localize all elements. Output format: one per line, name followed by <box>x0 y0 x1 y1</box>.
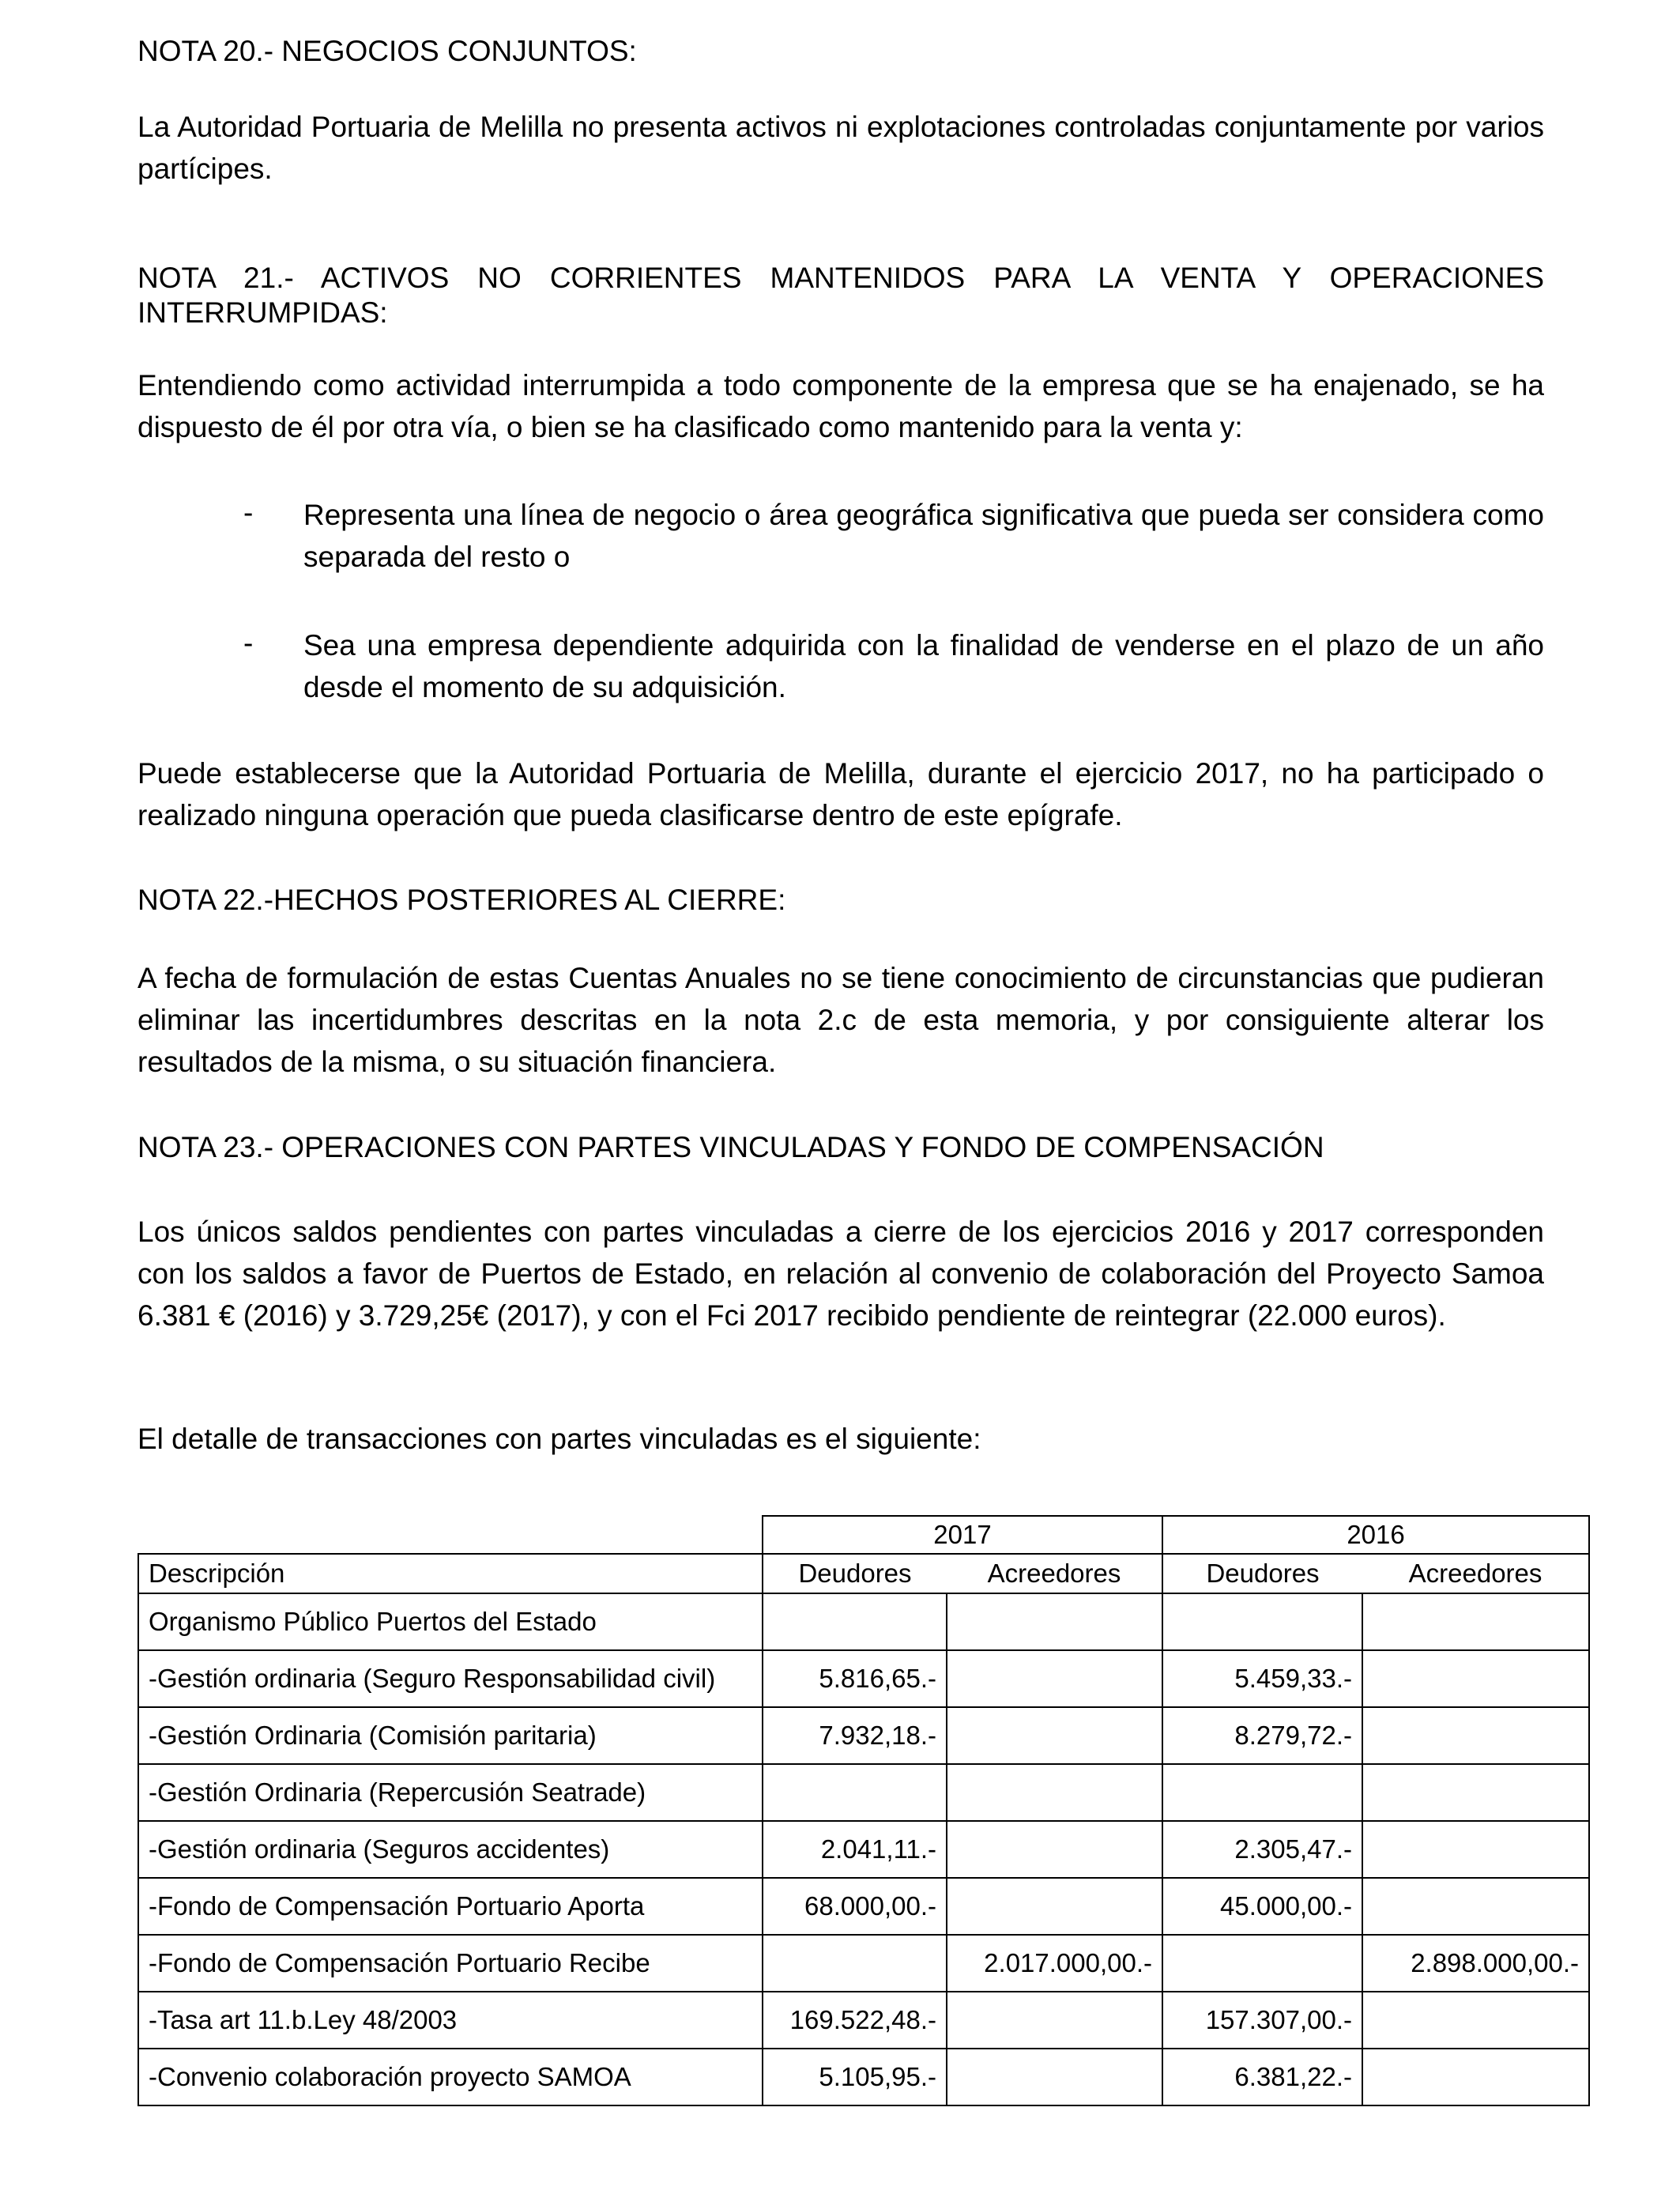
deudores-2017-cell <box>763 1764 947 1821</box>
acreedores-2016-cell <box>1362 1821 1589 1878</box>
table-row <box>138 1707 1589 1764</box>
nota-20-body: La Autoridad Portuaria de Melilla no presenta activos ni explotaciones controladas conjuntamente por varios partícipes. <box>137 111 1544 185</box>
year-2016-header: 2016 <box>1162 1516 1589 1554</box>
acreedores-2017-cell <box>947 1593 1162 1650</box>
deudores-2016-cell: 157.307,00.- <box>1162 1992 1362 2049</box>
acreedores-2016-cell <box>1362 1764 1589 1821</box>
deudores-2016-header: Deudores <box>1162 1554 1362 1593</box>
deudores-2017-cell: 68.000,00.- <box>763 1878 947 1935</box>
table-row <box>138 1650 1589 1707</box>
deudores-2016-cell: 45.000,00.- <box>1162 1878 1362 1935</box>
row-description: -Fondo de Compensación Portuario Aporta <box>138 1878 763 1935</box>
nota-22-body: A fecha de formulación de estas Cuentas Anuales no se tiene conocimiento de circunstancias que pudieran eliminar las incertidumbres descritas en la nota 2.c de esta memoria, y por consiguiente alterar los resultados de la misma, o su situación financiera. <box>137 962 1544 1078</box>
deudores-2016-cell: 8.279,72.- <box>1162 1707 1362 1764</box>
related-parties-table <box>137 1515 1590 2106</box>
deudores-2016-cell: 2.305,47.- <box>1162 1821 1362 1878</box>
column-header-row <box>138 1554 1589 1593</box>
table-row <box>138 1821 1589 1878</box>
acreedores-2017-cell <box>947 1992 1162 2049</box>
row-description: -Gestión ordinaria (Seguro Responsabilidad civil) <box>138 1650 763 1707</box>
table-intro: El detalle de transacciones con partes vinculadas es el siguiente: <box>137 1423 981 1455</box>
deudores-2017-cell: 5.105,95.- <box>763 2049 947 2105</box>
row-description: -Convenio colaboración proyecto SAMOA <box>138 2049 763 2105</box>
deudores-2017-cell <box>763 1593 947 1650</box>
nota-20-heading: NOTA 20.- NEGOCIOS CONJUNTOS: <box>137 35 637 67</box>
deudores-2016-cell <box>1162 1764 1362 1821</box>
row-description: -Gestión ordinaria (Seguros accidentes) <box>138 1821 763 1878</box>
row-description: -Fondo de Compensación Portuario Recibe <box>138 1935 763 1992</box>
deudores-2017-cell: 7.932,18.- <box>763 1707 947 1764</box>
acreedores-2016-cell <box>1362 1707 1589 1764</box>
acreedores-2016-cell <box>1362 1593 1589 1650</box>
row-description: -Gestión Ordinaria (Comisión paritaria) <box>138 1707 763 1764</box>
acreedores-2017-cell <box>947 2049 1162 2105</box>
deudores-2017-cell: 5.816,65.- <box>763 1650 947 1707</box>
row-description: -Gestión Ordinaria (Repercusión Seatrade) <box>138 1764 763 1821</box>
acreedores-2017-cell <box>947 1707 1162 1764</box>
year-header-row <box>138 1516 1589 1554</box>
deudores-2016-cell: 6.381,22.- <box>1162 2049 1362 2105</box>
row-description: -Tasa art 11.b.Ley 48/2003 <box>138 1992 763 2049</box>
nota-21-intro: Entendiendo como actividad interrumpida a todo componente de la empresa que se ha enajenado, se ha dispuesto de él por otra vía, o bien se ha clasificado como mantenido para la venta y: <box>137 369 1544 443</box>
bullet-item-1: Representa una línea de negocio o área geográfica significativa que pueda ser considera como separada del resto o <box>303 499 1544 573</box>
nota-22-heading: NOTA 22.-HECHOS POSTERIORES AL CIERRE: <box>137 884 786 916</box>
nota-21-conclusion: Puede establecerse que la Autoridad Portuaria de Melilla, durante el ejercicio 2017, no ha participado o realizado ninguna operación que pueda clasificarse dentro de este epígrafe. <box>137 757 1544 831</box>
deudores-2016-cell <box>1162 1935 1362 1992</box>
acreedores-2017-cell <box>947 1878 1162 1935</box>
table-row <box>138 2049 1589 2105</box>
deudores-2017-header: Deudores <box>763 1554 947 1593</box>
table-row <box>138 1878 1589 1935</box>
acreedores-2016-header: Acreedores <box>1362 1554 1589 1593</box>
acreedores-2017-cell <box>947 1764 1162 1821</box>
nota-21-heading: NOTA 21.- ACTIVOS NO CORRIENTES MANTENIDOS PARA LA VENTA Y OPERACIONES INTERRUMPIDAS: <box>137 262 1544 329</box>
acreedores-2017-header: Acreedores <box>947 1554 1162 1593</box>
table-row <box>138 1764 1589 1821</box>
bullet-marker: - <box>243 627 254 659</box>
acreedores-2017-cell <box>947 1650 1162 1707</box>
acreedores-2016-cell <box>1362 1650 1589 1707</box>
deudores-2017-cell: 169.522,48.- <box>763 1992 947 2049</box>
bullet-item-2: Sea una empresa dependiente adquirida con la finalidad de venderse en el plazo de un año desde el momento de su adquisición. <box>303 629 1544 703</box>
acreedores-2017-cell: 2.017.000,00.- <box>947 1935 1162 1992</box>
table-row <box>138 1593 1589 1650</box>
bullet-marker: - <box>243 496 254 529</box>
descripcion-header: Descripción <box>138 1554 763 1593</box>
deudores-2017-cell <box>763 1935 947 1992</box>
empty-corner <box>138 1516 763 1554</box>
table-row <box>138 1992 1589 2049</box>
deudores-2017-cell: 2.041,11.- <box>763 1821 947 1878</box>
acreedores-2016-cell <box>1362 2049 1589 2105</box>
table-row <box>138 1935 1589 1992</box>
nota-23-body: Los únicos saldos pendientes con partes vinculadas a cierre de los ejercicios 2016 y 2017 corresponden con los saldos a favor de Puertos de Estado, en relación al convenio de colaboración del Proyecto Samoa 6.381 € (2016) y 3.729,25€ (2017), y con el Fci 2017 recibido pendiente de reintegrar (22.000 euros). <box>137 1216 1544 1332</box>
acreedores-2016-cell: 2.898.000,00.- <box>1362 1935 1589 1992</box>
nota-23-heading: NOTA 23.- OPERACIONES CON PARTES VINCULADAS Y FONDO DE COMPENSACIÓN <box>137 1131 1324 1163</box>
row-description: Organismo Público Puertos del Estado <box>138 1593 763 1650</box>
acreedores-2016-cell <box>1362 1878 1589 1935</box>
acreedores-2016-cell <box>1362 1992 1589 2049</box>
acreedores-2017-cell <box>947 1821 1162 1878</box>
year-2017-header: 2017 <box>763 1516 1162 1554</box>
deudores-2016-cell <box>1162 1593 1362 1650</box>
deudores-2016-cell: 5.459,33.- <box>1162 1650 1362 1707</box>
